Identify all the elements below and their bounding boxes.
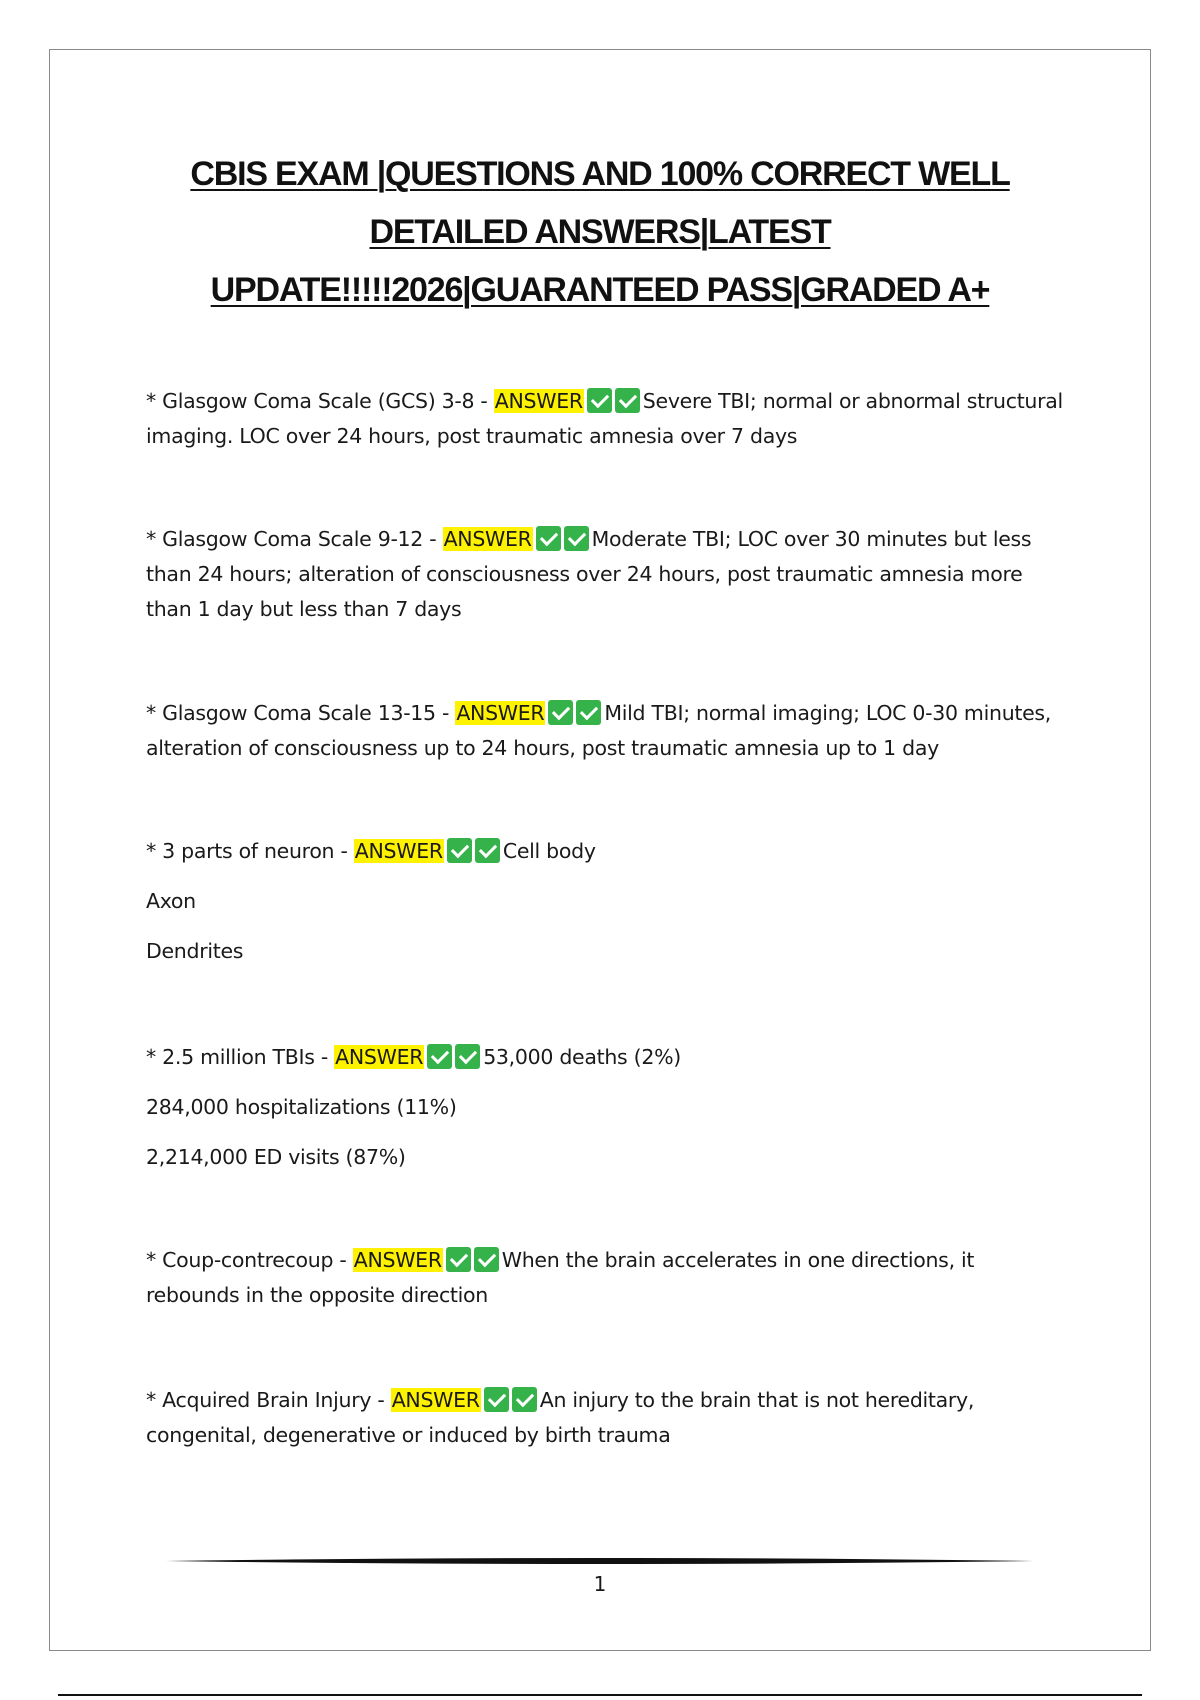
answer-extra-line: 2,214,000 ED visits (87%) (146, 1145, 406, 1169)
answer-text: Moderate TBI; LOC over 30 minutes but less than 24 hours; alteration of consciousness over 24 hours, post traumatic amnesia more than 1 day but less than 7 days (146, 527, 1032, 621)
answer-text: Cell body (502, 839, 596, 863)
question-text: * 2.5 million TBIs - (146, 1045, 335, 1069)
footer-divider (166, 1557, 1034, 1565)
answer-label: ANSWER (443, 527, 532, 551)
qa-item-gcs-3-8 (146, 384, 1066, 454)
check-mark-icon (576, 700, 601, 725)
qa-item-neuron-parts (146, 834, 1066, 969)
check-mark-icon (548, 700, 573, 725)
title-line-3: UPDATE!!!!!2026|GUARANTEED PASS|GRADED A+ (210, 271, 990, 309)
check-mark-icon (615, 388, 640, 413)
answer-text: An injury to the brain that is not hereditary, congenital, degenerative or induced by birth trauma (146, 1388, 975, 1447)
check-mark-icon (587, 388, 612, 413)
qa-item-tbi-statistics (146, 1040, 1066, 1175)
answer-extra-line: 284,000 hospitalizations (11%) (146, 1095, 457, 1119)
qa-item-gcs-9-12 (146, 522, 1066, 627)
qa-line (146, 522, 1066, 627)
answer-label: ANSWER (335, 1045, 424, 1069)
title-line-1: CBIS EXAM |QUESTIONS AND 100% CORRECT WELL (190, 155, 1010, 193)
answer-label: ANSWER (391, 1388, 480, 1412)
qa-item-gcs-13-15 (146, 696, 1066, 766)
qa-line (146, 834, 1066, 869)
page-number: 1 (593, 1572, 607, 1596)
qa-item-acquired-brain-injury (146, 1383, 1066, 1453)
check-mark-icon (474, 1247, 499, 1272)
check-mark-icon (484, 1387, 509, 1412)
answer-text: When the brain accelerates in one directions, it rebounds in the opposite direction (146, 1248, 975, 1307)
next-page-edge (58, 1694, 1142, 1696)
question-text: * Acquired Brain Injury - (146, 1388, 391, 1412)
question-text: * Glasgow Coma Scale 13-15 - (146, 701, 456, 725)
qa-item-coup-contrecoup (146, 1243, 1066, 1313)
question-text: * Coup-contrecoup - (146, 1248, 353, 1272)
answer-extra-line: Dendrites (146, 939, 244, 963)
answer-text: Mild TBI; normal imaging; LOC 0-30 minutes, alteration of consciousness up to 24 hours, post traumatic amnesia up to 1 day (146, 701, 1052, 760)
check-mark-icon (455, 1044, 480, 1069)
check-mark-icon (427, 1044, 452, 1069)
check-mark-icon (475, 838, 500, 863)
answer-label: ANSWER (456, 701, 545, 725)
answer-label: ANSWER (353, 1248, 442, 1272)
qa-line (146, 696, 1066, 766)
document-title (100, 145, 1100, 319)
qa-line (146, 1040, 1066, 1075)
qa-line (146, 1243, 1066, 1313)
check-mark-icon (447, 838, 472, 863)
question-text: * Glasgow Coma Scale (GCS) 3-8 - (146, 389, 494, 413)
title-line-2: DETAILED ANSWERS|LATEST (369, 213, 831, 251)
answer-text: 53,000 deaths (2%) (483, 1045, 681, 1069)
check-mark-icon (564, 526, 589, 551)
check-mark-icon (512, 1387, 537, 1412)
check-mark-icon (446, 1247, 471, 1272)
answer-label: ANSWER (354, 839, 443, 863)
qa-line (146, 384, 1066, 454)
answer-label: ANSWER (494, 389, 583, 413)
answer-extra-line: Axon (146, 889, 196, 913)
answer-text: Severe TBI; normal or abnormal structural imaging. LOC over 24 hours, post traumatic amnesia over 7 days (146, 389, 1063, 448)
check-mark-icon (536, 526, 561, 551)
qa-line (146, 1383, 1066, 1453)
question-text: * Glasgow Coma Scale 9-12 - (146, 527, 443, 551)
question-text: * 3 parts of neuron - (146, 839, 354, 863)
